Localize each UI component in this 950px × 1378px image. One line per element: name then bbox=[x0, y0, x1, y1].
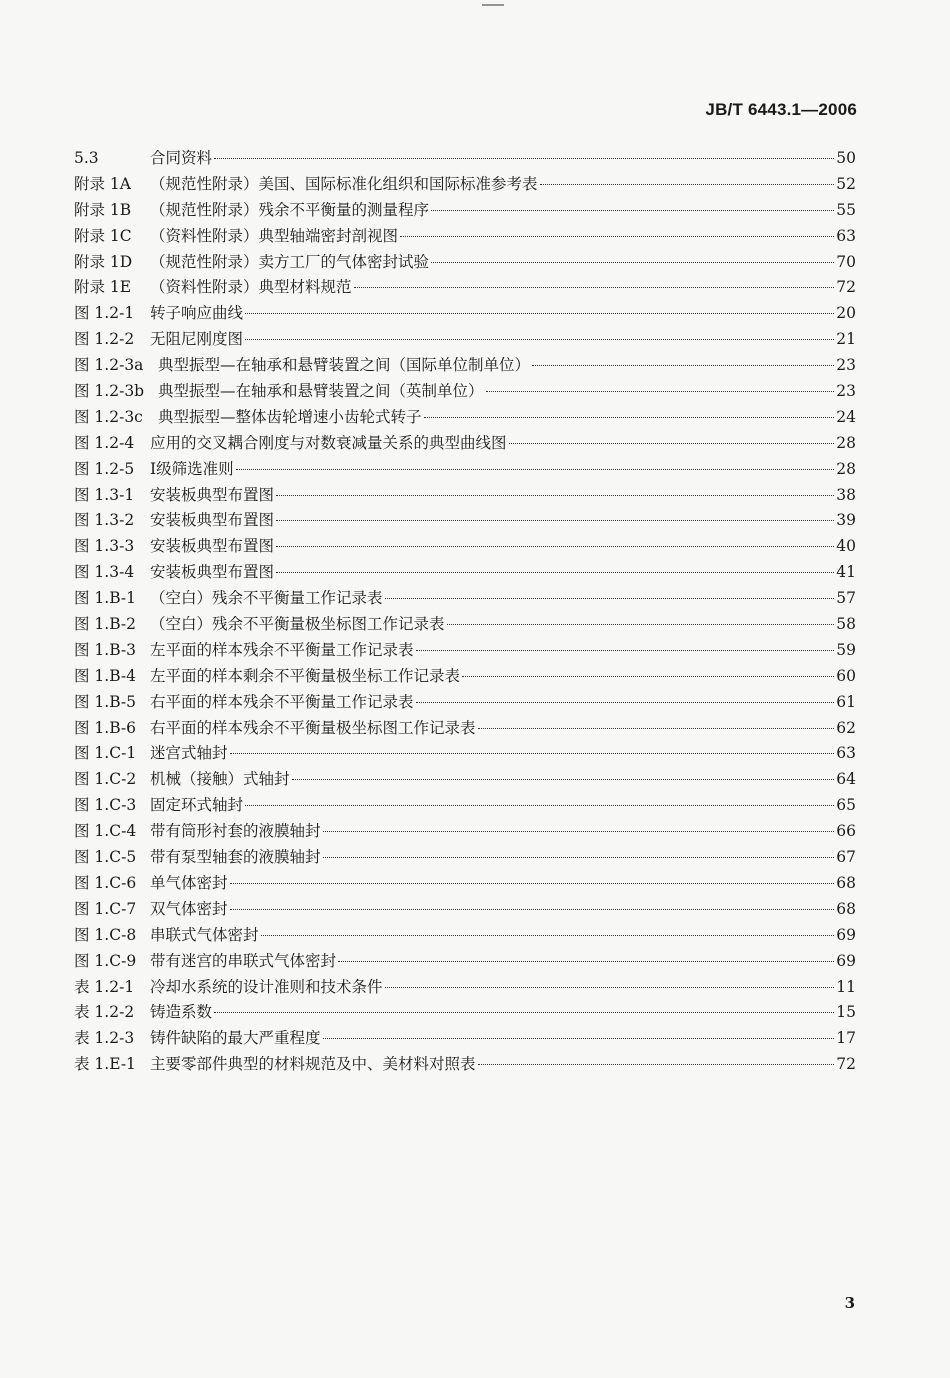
toc-entry-number: 图 1.C-5 bbox=[74, 848, 137, 867]
toc-entry-title: （资料性附录）典型材料规范 bbox=[150, 278, 352, 297]
toc-entry-page: 72 bbox=[836, 1055, 856, 1074]
toc-entry-number: 图 1.C-6 bbox=[74, 873, 137, 892]
toc-entry-page: 28 bbox=[836, 459, 856, 478]
toc-entry-number: 图 1.3-3 bbox=[74, 537, 135, 556]
standard-code: JB/T 6443.1—2006 bbox=[705, 100, 857, 119]
toc-entry-number: 图 1.B-3 bbox=[74, 640, 136, 659]
dot-leader bbox=[416, 701, 835, 703]
toc-entry-title: 冷却水系统的设计准则和技术条件 bbox=[150, 977, 383, 996]
toc-entry[interactable] bbox=[74, 508, 856, 534]
toc-entry[interactable] bbox=[74, 353, 856, 379]
dot-leader bbox=[230, 882, 835, 884]
toc-entry-title: 无阻尼刚度图 bbox=[150, 330, 244, 349]
toc-entry-page: 23 bbox=[836, 356, 856, 375]
toc-entry-title: 应用的交叉耦合刚度与对数衰减量关系的典型曲线图 bbox=[150, 433, 507, 452]
dot-leader bbox=[276, 494, 834, 496]
toc-entry-page: 60 bbox=[836, 666, 856, 685]
toc-entry[interactable] bbox=[74, 793, 856, 819]
toc-entry-number: 图 1.2-5 bbox=[74, 459, 135, 478]
toc-entry[interactable] bbox=[74, 327, 856, 353]
toc-entry[interactable] bbox=[74, 405, 856, 431]
dot-leader bbox=[245, 338, 834, 340]
toc-entry[interactable] bbox=[74, 1052, 856, 1078]
toc-entry-number: 附录 1E bbox=[74, 278, 132, 297]
toc-entry-page: 69 bbox=[836, 951, 856, 970]
toc-entry-number: 图 1.C-2 bbox=[74, 770, 137, 789]
toc-entry-number: 图 1.3-4 bbox=[74, 563, 135, 582]
dot-leader bbox=[400, 235, 834, 237]
toc-entry-title: 带有迷宫的串联式气体密封 bbox=[150, 951, 337, 970]
dot-leader bbox=[532, 364, 834, 366]
dot-leader bbox=[385, 986, 835, 988]
toc-entry[interactable] bbox=[74, 172, 856, 198]
dot-leader bbox=[462, 675, 834, 677]
toc-entry[interactable] bbox=[74, 457, 856, 483]
toc-entry-number: 图 1.2-3a bbox=[74, 356, 144, 375]
toc-entry-page: 68 bbox=[836, 873, 856, 892]
toc-entry-number: 图 1.C-3 bbox=[74, 796, 137, 815]
toc-entry-title: 单气体密封 bbox=[150, 873, 228, 892]
toc-entry[interactable] bbox=[74, 897, 856, 923]
dot-leader bbox=[431, 209, 834, 211]
dot-leader bbox=[236, 468, 835, 470]
toc-entry-title: 右平面的样本残余不平衡量工作记录表 bbox=[150, 692, 414, 711]
toc-entry-page: 65 bbox=[836, 796, 856, 815]
toc-entry-title: 安装板典型布置图 bbox=[150, 537, 275, 556]
toc-entry-number: 图 1.C-4 bbox=[74, 822, 137, 841]
dot-leader bbox=[354, 286, 835, 288]
toc-entry-number: 附录 1A bbox=[74, 174, 131, 193]
dot-leader bbox=[214, 157, 834, 159]
toc-entry-page: 23 bbox=[836, 382, 856, 401]
dot-leader bbox=[276, 545, 834, 547]
toc-entry-number: 图 1.B-2 bbox=[74, 615, 136, 634]
toc-entry-title: 安装板典型布置图 bbox=[150, 485, 275, 504]
toc-entry-page: 58 bbox=[836, 615, 856, 634]
toc-entry-title: 右平面的样本残余不平衡量极坐标图工作记录表 bbox=[150, 718, 476, 737]
dot-leader bbox=[338, 960, 834, 962]
toc-entry-title: （规范性附录）美国、国际标准化组织和国际标准参考表 bbox=[150, 174, 538, 193]
toc-entry-page: 63 bbox=[836, 744, 856, 763]
toc-entry-title: 典型振型—在轴承和悬臂装置之间（英制单位） bbox=[158, 382, 484, 401]
toc-entry-title: 主要零部件典型的材料规范及中、美材料对照表 bbox=[150, 1055, 476, 1074]
toc-entry-title: 转子响应曲线 bbox=[150, 304, 244, 323]
toc-entry-title: （空白）残余不平衡量工作记录表 bbox=[150, 589, 383, 608]
toc-entry[interactable] bbox=[74, 767, 856, 793]
toc-entry[interactable] bbox=[74, 819, 856, 845]
toc-entry-number: 图 1.B-6 bbox=[74, 718, 136, 737]
toc-entry[interactable] bbox=[74, 871, 856, 897]
toc-entry-title: 左平面的样本残余不平衡量工作记录表 bbox=[150, 640, 414, 659]
toc-entry-number: 图 1.C-8 bbox=[74, 925, 137, 944]
toc-entry-title: 带有筒形衬套的液膜轴封 bbox=[150, 822, 321, 841]
toc-entry-number: 图 1.C-1 bbox=[74, 744, 137, 763]
toc-entry[interactable] bbox=[74, 483, 856, 509]
toc-entry-number: 图 1.2-2 bbox=[74, 330, 135, 349]
toc-entry-number: 图 1.C-9 bbox=[74, 951, 137, 970]
toc-entry-page: 69 bbox=[836, 925, 856, 944]
toc-entry-number: 5.3 bbox=[74, 149, 99, 167]
toc-entry-page: 63 bbox=[836, 226, 856, 245]
toc-entry-page: 11 bbox=[836, 977, 856, 996]
toc-entry-number: 表 1.2-2 bbox=[74, 1003, 135, 1022]
toc-entry-title: 典型振型—在轴承和悬臂装置之间（国际单位制单位） bbox=[158, 356, 531, 375]
toc-entry-number: 图 1.C-7 bbox=[74, 899, 137, 918]
toc-entry-number: 附录 1B bbox=[74, 200, 132, 219]
table-of-contents bbox=[74, 146, 856, 1078]
toc-entry-title: 安装板典型布置图 bbox=[150, 563, 275, 582]
toc-entry[interactable] bbox=[74, 198, 856, 224]
dot-leader bbox=[509, 442, 835, 444]
dot-leader bbox=[478, 1063, 835, 1065]
toc-entry[interactable] bbox=[74, 1026, 856, 1052]
toc-entry-number: 附录 1C bbox=[74, 226, 132, 245]
dot-leader bbox=[323, 830, 835, 832]
toc-entry-page: 38 bbox=[836, 485, 856, 504]
toc-entry-page: 62 bbox=[836, 718, 856, 737]
toc-entry-page: 52 bbox=[836, 174, 856, 193]
dot-leader bbox=[245, 312, 834, 314]
toc-entry[interactable] bbox=[74, 975, 856, 1001]
toc-entry[interactable] bbox=[74, 690, 856, 716]
toc-entry-page: 20 bbox=[836, 304, 856, 323]
toc-entry-number: 图 1.B-1 bbox=[74, 589, 136, 608]
toc-entry[interactable] bbox=[74, 560, 856, 586]
toc-entry-page: 64 bbox=[836, 770, 856, 789]
toc-entry-page: 24 bbox=[836, 407, 856, 426]
toc-entry-title: 双气体密封 bbox=[150, 899, 228, 918]
toc-entry[interactable] bbox=[74, 224, 856, 250]
toc-entry-title: 迷宫式轴封 bbox=[150, 744, 228, 763]
toc-entry[interactable] bbox=[74, 716, 856, 742]
toc-entry-title: 左平面的样本剩余不平衡量极坐标工作记录表 bbox=[150, 666, 461, 685]
toc-entry-number: 图 1.B-4 bbox=[74, 666, 136, 685]
toc-entry-number: 表 1.2-3 bbox=[74, 1029, 135, 1048]
toc-entry-page: 70 bbox=[836, 252, 856, 271]
toc-entry-number: 表 1.E-1 bbox=[74, 1055, 136, 1074]
toc-entry-number: 图 1.3-1 bbox=[74, 485, 135, 504]
toc-entry[interactable] bbox=[74, 250, 856, 276]
toc-entry-page: 59 bbox=[836, 640, 856, 659]
dot-leader bbox=[431, 261, 834, 263]
toc-entry-page: 15 bbox=[836, 1003, 856, 1022]
toc-entry-title: Ⅰ级筛选准则 bbox=[150, 459, 234, 478]
toc-entry-title: 安装板典型布置图 bbox=[150, 511, 275, 530]
toc-entry[interactable] bbox=[74, 664, 856, 690]
dot-leader bbox=[276, 571, 834, 573]
toc-entry[interactable] bbox=[74, 612, 856, 638]
toc-entry-page: 72 bbox=[836, 278, 856, 297]
toc-entry[interactable] bbox=[74, 638, 856, 664]
toc-entry-page: 68 bbox=[836, 899, 856, 918]
dot-leader bbox=[424, 416, 835, 418]
dot-leader bbox=[230, 908, 835, 910]
toc-entry[interactable] bbox=[74, 741, 856, 767]
toc-entry-page: 28 bbox=[836, 433, 856, 452]
toc-entry-title: （规范性附录）卖方工厂的气体密封试验 bbox=[150, 252, 430, 271]
dot-leader bbox=[230, 752, 835, 754]
toc-entry[interactable] bbox=[74, 431, 856, 457]
toc-entry[interactable] bbox=[74, 586, 856, 612]
toc-entry-number: 图 1.3-2 bbox=[74, 511, 135, 530]
toc-entry-number: 图 1.2-3b bbox=[74, 382, 145, 401]
dot-leader bbox=[385, 597, 835, 599]
dot-leader bbox=[416, 649, 835, 651]
toc-entry-title: 铸造系数 bbox=[150, 1003, 213, 1022]
toc-entry-page: 67 bbox=[836, 848, 856, 867]
toc-entry[interactable] bbox=[74, 146, 856, 172]
toc-entry-page: 41 bbox=[836, 563, 856, 582]
dot-leader bbox=[276, 519, 834, 521]
scan-artifact bbox=[482, 4, 504, 6]
toc-entry-title: 典型振型—整体齿轮增速小齿轮式转子 bbox=[158, 407, 422, 426]
toc-entry-page: 40 bbox=[836, 537, 856, 556]
dot-leader bbox=[292, 778, 835, 780]
toc-entry[interactable] bbox=[74, 949, 856, 975]
toc-entry-title: 带有泵型轴套的液膜轴封 bbox=[150, 848, 321, 867]
dot-leader bbox=[540, 183, 835, 185]
dot-leader bbox=[323, 1037, 835, 1039]
toc-entry-page: 17 bbox=[836, 1029, 856, 1048]
toc-entry[interactable] bbox=[74, 379, 856, 405]
toc-entry-title: 合同资料 bbox=[150, 149, 213, 167]
toc-entry-title: 串联式气体密封 bbox=[150, 925, 259, 944]
toc-entry-number: 图 1.2-3c bbox=[74, 407, 143, 426]
toc-entry-title: （空白）残余不平衡量极坐标图工作记录表 bbox=[150, 615, 445, 634]
dot-leader bbox=[478, 727, 835, 729]
page-number: 3 bbox=[844, 1294, 855, 1312]
dot-leader bbox=[447, 623, 835, 625]
toc-entry[interactable] bbox=[74, 923, 856, 949]
toc-entry-page: 61 bbox=[836, 692, 856, 711]
toc-entry-number: 图 1.2-1 bbox=[74, 304, 135, 323]
dot-leader bbox=[323, 856, 835, 858]
toc-entry-number: 图 1.2-4 bbox=[74, 433, 135, 452]
toc-entry[interactable] bbox=[74, 534, 856, 560]
toc-entry-number: 附录 1D bbox=[74, 252, 133, 271]
dot-leader bbox=[261, 934, 835, 936]
toc-entry-number: 图 1.B-5 bbox=[74, 692, 136, 711]
toc-entry-page: 55 bbox=[836, 200, 856, 219]
toc-entry-page: 21 bbox=[836, 330, 856, 349]
toc-entry[interactable] bbox=[74, 845, 856, 871]
toc-entry-page: 66 bbox=[836, 822, 856, 841]
dot-leader bbox=[245, 804, 834, 806]
toc-entry-page: 57 bbox=[836, 589, 856, 608]
toc-entry-page: 39 bbox=[836, 511, 856, 530]
toc-entry-title: （资料性附录）典型轴端密封剖视图 bbox=[150, 226, 399, 245]
toc-entry[interactable] bbox=[74, 275, 856, 301]
toc-entry[interactable] bbox=[74, 1000, 856, 1026]
toc-entry-title: （规范性附录）残余不平衡量的测量程序 bbox=[150, 200, 430, 219]
toc-entry-title: 铸件缺陷的最大严重程度 bbox=[150, 1029, 321, 1048]
toc-entry[interactable] bbox=[74, 301, 856, 327]
toc-entry-title: 机械（接触）式轴封 bbox=[150, 770, 290, 789]
toc-entry-title: 固定环式轴封 bbox=[150, 796, 244, 815]
dot-leader bbox=[214, 1011, 834, 1013]
toc-entry-page: 50 bbox=[836, 149, 856, 167]
dot-leader bbox=[486, 390, 835, 392]
toc-entry-number: 表 1.2-1 bbox=[74, 977, 135, 996]
